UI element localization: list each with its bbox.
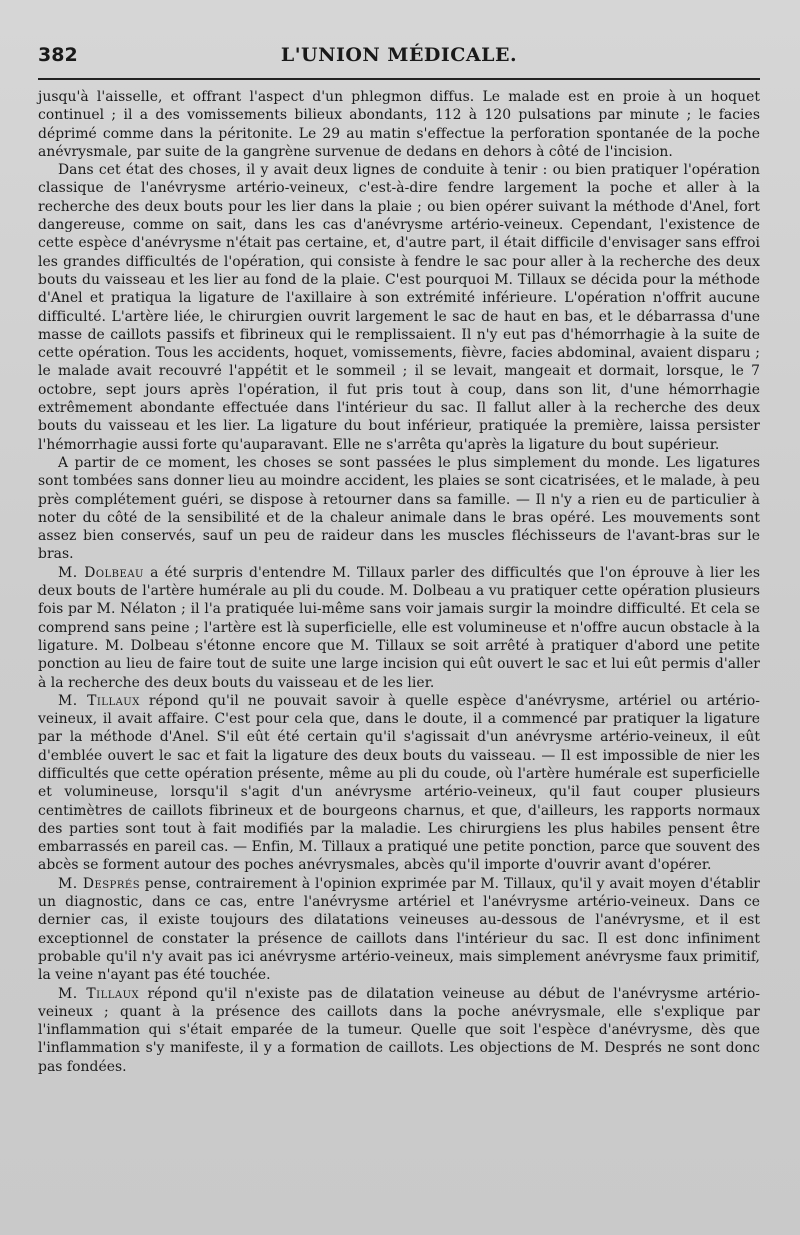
speaker-name: M. Tillaux [58, 985, 140, 1002]
paragraph-text: pense, contrairement à l'opinion exprimée par M. Tillaux, qu'il y avait moyen d'établir un diagnostic, dans ce cas, entre l'anévrysme artériel et l'anévrysme artério-veineux. Dans ce dernier cas, il existe toujours des dilatations veineuses au-dessous de l'anévrysme, et il est exceptionnel de constater la présence de caillots dans l'intérieur du sac. Il est donc infiniment probable qu'il n'y avait pas ici anévrysme artério-veineux, mais simplement anévrysme faux primitif, la veine n'ayant pas été touchée. [38, 875, 761, 984]
paragraph-5 [38, 692, 760, 875]
paragraph-2 [38, 161, 760, 454]
article-body [38, 88, 760, 1076]
paragraph-text: Dans cet état des choses, il y avait deux lignes de conduite à tenir : ou bien pratiquer l'opération classique de l'anévrysme artério-veineux, c'est-à-dire fendre largement la poche et aller à la recherche des deux bouts pour les lier dans la plaie ; ou bien opérer suivant la méthode d'Anel, fort dangereuse, comme on sait, dans les cas d'anévrysme artério-veineux. Cependant, l'existence de cette espèce d'anévrysme n'était pas certaine, et, d'autre part, il était difficile d'envisager sans effroi les grandes difficultés de l'opération, qui consiste à fendre le sac pour aller à la recherche des deux bouts du vaisseau et les lier au fond de la plaie. C'est pourquoi M. Tillaux se décida pour la méthode d'Anel et pratiqua la ligature de l'axillaire à son extrémité inférieure. L'opération n'offrit aucune difficulté. L'artère liée, le chirurgien ouvrit largement le sac de haut en bas, et le débarrassa d'une masse de caillots passifs et fibrineux qui le remplissaient. Il n'y eut pas d'hémorrhagie à la suite de cette opération. Tous les accidents, hoquet, vomissements, fièvre, facies abdominal, avaient disparu ; le malade avait recouvré l'appétit et le sommeil ; il se levait, mangeait et dormait, lorsque, le 7 octobre, sept jours après l'opération, il fut pris tout à coup, dans son lit, d'une hémorrhagie extrêmement abondante effectuée dans l'intérieur du sac. Il fallut aller à la recherche des deux bouts du vaisseau et les lier. La ligature du bout inférieur, pratiquée la première, laissa persister l'hémorrhagie aussi forte qu'auparavant. Elle ne s'arrêta qu'après la ligature du bout supérieur. [38, 162, 760, 453]
paragraph-6 [38, 875, 760, 985]
paragraph-3 [38, 454, 760, 564]
paragraph-text: a été surpris d'entendre M. Tillaux parler des difficultés que l'on éprouve à lier les deux bouts de l'artère humérale au pli du coude. M. Dolbeau a vu pratiquer cette opération plusieurs fois par M. Nélaton ; il l'a pratiquée lui-même sans voir jamais surgir la moindre difficulté. Et cela se comprend sans peine ; l'artère est là superficielle, elle est volumineuse et n'offre aucun obstacle à la ligature. M. Dolbeau s'étonne encore que M. Tillaux se soit arrêté à pratiquer d'abord une petite ponction au lieu de faire tout de suite une large incision qui eût ouvert le sac et lui eût permis d'aller à la recherche des deux bouts du vaisseau et de les lier. [38, 564, 760, 691]
paragraph-1 [38, 88, 760, 161]
paragraph-text: A partir de ce moment, les choses se sont passées le plus simplement du monde. Les ligatures sont tombées sans donner lieu au moindre accident, les plaies se sont cicatrisées, et le malade, à peu près complétement guéri, se dispose à retourner dans sa famille. — Il n'y a rien eu de particulier à noter du côté de la sensibilité et de la chaleur animale dans le bras opéré. Les mouvements sont assez bien conservés, sauf un peu de raideur dans les muscles fléchisseurs de l'avant-bras sur le bras. [38, 454, 760, 563]
speaker-name: M. Tillaux [58, 692, 140, 709]
paragraph-7 [38, 985, 760, 1076]
speaker-name: M. Dolbeau [58, 564, 144, 581]
paragraph-text: jusqu'à l'aisselle, et offrant l'aspect d'un phlegmon diffus. Le malade est en proie à un hoquet continuel ; il a des vomissements bilieux abondants, 112 à 120 pulsations par minute ; le facies déprimé comme dans la péritonite. Le 29 au matin s'effectue la perforation spontanée de la poche anévrysmale, par suite de la gangrène survenue de dedans en dehors à côté de l'incision. [38, 89, 760, 160]
page-header [38, 44, 760, 74]
running-title: L'UNION MÉDICALE. [280, 44, 518, 66]
paragraph-text: répond qu'il ne pouvait savoir à quelle espèce d'anévrysme, artériel ou artério-veineux, il avait affaire. C'est pour cela que, dans le doute, il a commencé par pratiquer la ligature par la méthode d'Anel. S'il eût été certain qu'il s'agissait d'un anévrysme artério-veineux, il eût d'emblée ouvert le sac et fait la ligature des deux bouts du vaisseau. — Il est impossible de nier les difficultés que cette opération présente, même au pli du coude, où l'artère humérale est superficielle et volumineuse, lorsqu'il s'agit d'un anévrysme artério-veineux, qu'il faut couper plusieurs centimètres de caillots fibrineux et de bourgeons charnus, et que, d'ailleurs, les rapports normaux des parties sont tout à fait modifiés par la maladie. Les chirurgiens les plus habiles pensent être embarrassés en pareil cas. — Enfin, M. Tillaux a pratiqué une petite ponction, parce que souvent des abcès se forment autour des poches anévrysmales, abcès qu'il importe d'ouvrir avant d'opérer. [38, 692, 760, 874]
paragraph-text: répond qu'il n'existe pas de dilatation veineuse au début de l'anévrysme artério-veineux ; quant à la présence des caillots dans la poche anévrysmale, elle s'explique par l'inflammation qui s'était emparée de la tumeur. Quelle que soit l'espèce d'anévrysme, dès que l'inflammation s'y manifeste, il y a formation de caillots. Les objections de M. Després ne sont donc pas fondées. [38, 985, 760, 1075]
paragraph-4 [38, 564, 760, 692]
page-number: 382 [38, 44, 78, 66]
speaker-name: M. Després [58, 875, 141, 892]
header-rule [38, 78, 760, 80]
